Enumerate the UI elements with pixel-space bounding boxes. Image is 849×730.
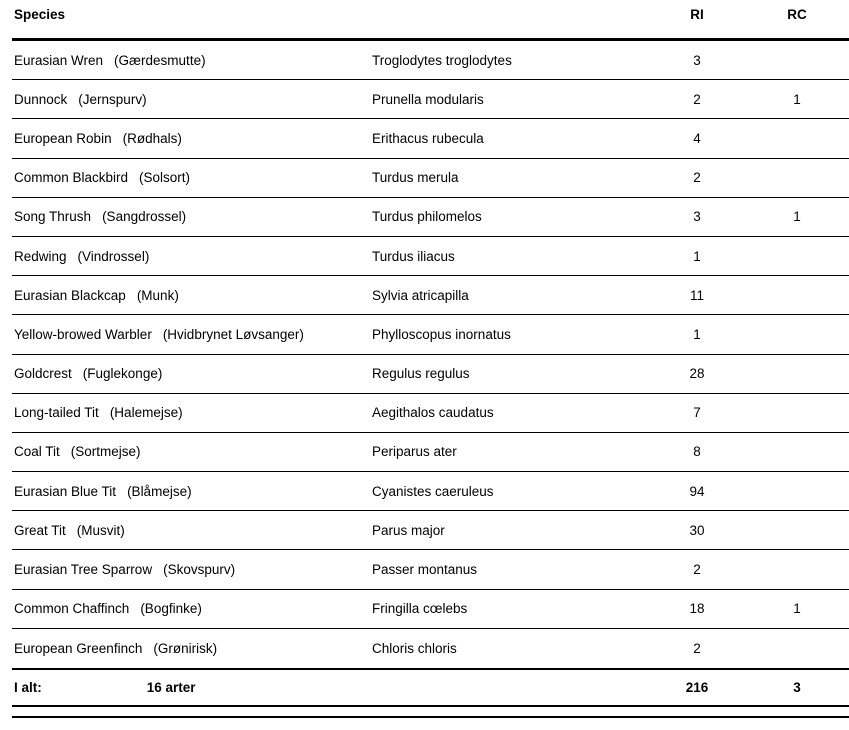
table-row <box>12 433 849 472</box>
rc-value: 1 <box>793 91 801 107</box>
species-name-cell <box>12 288 372 303</box>
species-name-cell <box>12 53 372 68</box>
column-header-ri: RI <box>690 7 704 22</box>
species-common-name: Yellow-browed Warbler <box>14 326 152 342</box>
species-scientific-name: Troglodytes troglodytes <box>372 52 512 68</box>
species-common-name: Coal Tit <box>14 444 60 460</box>
species-scientific-name: Turdus philomelos <box>372 209 482 225</box>
ri-value: 11 <box>689 287 704 303</box>
table-row <box>12 355 849 394</box>
table-row <box>12 590 849 629</box>
table-header-row <box>12 0 849 41</box>
species-common-name: Eurasian Tree Sparrow <box>14 562 153 578</box>
species-scientific-name: Parus major <box>372 522 445 538</box>
ri-value: 2 <box>693 562 701 578</box>
species-name-cell <box>12 209 372 224</box>
species-common-name: Goldcrest <box>14 366 72 382</box>
total-label: I alt: <box>14 679 42 695</box>
column-header-rc: RC <box>787 7 807 22</box>
species-name-cell <box>12 562 372 577</box>
table-body <box>12 41 849 668</box>
species-scientific-name: Turdus merula <box>372 170 459 186</box>
species-danish-name: (Gærdesmutte) <box>114 52 206 68</box>
species-common-name: Eurasian Blackcap <box>14 287 126 303</box>
ri-value: 4 <box>693 130 701 146</box>
species-name-cell <box>12 327 372 342</box>
species-scientific-name: Phylloscopus inornatus <box>372 326 511 342</box>
rc-value: 1 <box>793 601 801 617</box>
species-common-name: European Robin <box>14 130 112 146</box>
species-common-name: Long-tailed Tit <box>14 405 99 421</box>
species-danish-name: (Fuglekonge) <box>82 366 163 382</box>
ri-value: 1 <box>693 248 701 264</box>
species-scientific-name: Aegithalos caudatus <box>372 405 494 421</box>
species-danish-name: (Halemejse) <box>109 405 183 421</box>
total-species-count: 16 arter <box>146 679 196 695</box>
total-rc-value: 3 <box>793 679 801 695</box>
species-common-name: Song Thrush <box>14 209 92 225</box>
species-danish-name: (Bogfinke) <box>140 601 202 617</box>
species-name-cell <box>12 366 372 381</box>
species-name-cell <box>12 601 372 616</box>
species-common-name: Great Tit <box>14 522 66 538</box>
table-row <box>12 629 849 668</box>
species-name-cell <box>12 170 372 185</box>
species-danish-name: (Blåmejse) <box>127 483 192 499</box>
total-ri-value: 216 <box>685 679 709 695</box>
species-danish-name: (Rødhals) <box>122 130 182 146</box>
species-common-name: Eurasian Wren <box>14 52 104 68</box>
table-row <box>12 550 849 589</box>
species-scientific-name: Fringilla cœlebs <box>372 601 468 617</box>
ri-value: 28 <box>689 366 705 382</box>
species-scientific-name: Regulus regulus <box>372 366 470 382</box>
species-danish-name: (Sangdrossel) <box>102 209 187 225</box>
ri-value: 8 <box>693 444 701 460</box>
species-danish-name: (Jernspurv) <box>78 91 147 107</box>
table-row <box>12 276 849 315</box>
ri-value: 18 <box>689 601 705 617</box>
ri-value: 3 <box>693 209 701 225</box>
species-name-cell <box>12 484 372 499</box>
species-danish-name: (Skovspurv) <box>163 562 236 578</box>
table-row <box>12 394 849 433</box>
species-name-cell <box>12 405 372 420</box>
species-common-name: Redwing <box>14 248 67 264</box>
species-table <box>12 0 849 718</box>
species-name-cell <box>12 444 372 459</box>
column-header-species: Species <box>14 7 66 22</box>
table-row <box>12 472 849 511</box>
table-row <box>12 511 849 550</box>
species-danish-name: (Grønirisk) <box>153 640 218 656</box>
species-name-cell <box>12 523 372 538</box>
table-row <box>12 315 849 354</box>
species-scientific-name: Sylvia atricapilla <box>372 287 469 303</box>
table-total-row <box>12 668 849 707</box>
species-scientific-name: Cyanistes caeruleus <box>372 483 494 499</box>
table-row <box>12 119 849 158</box>
ri-value: 30 <box>689 522 705 538</box>
species-scientific-name: Periparus ater <box>372 444 457 460</box>
species-danish-name: (Vindrossel) <box>77 248 150 264</box>
ri-value: 3 <box>693 52 701 68</box>
table-row <box>12 198 849 237</box>
ri-value: 2 <box>693 640 701 656</box>
ri-value: 7 <box>693 405 701 421</box>
species-common-name: Eurasian Blue Tit <box>14 483 117 499</box>
species-common-name: Dunnock <box>14 91 68 107</box>
species-scientific-name: Turdus iliacus <box>372 248 455 264</box>
ri-value: 94 <box>689 483 705 499</box>
ri-value: 1 <box>693 326 701 342</box>
species-name-cell <box>12 641 372 656</box>
table-row <box>12 159 849 198</box>
ri-value: 2 <box>693 170 701 186</box>
ri-value: 2 <box>693 91 701 107</box>
species-common-name: European Greenfinch <box>14 640 143 656</box>
total-species-cell <box>12 680 372 695</box>
species-common-name: Common Chaffinch <box>14 601 130 617</box>
table-bottom-rule <box>12 716 849 718</box>
species-danish-name: (Munk) <box>136 287 179 303</box>
species-danish-name: (Musvit) <box>76 522 125 538</box>
species-name-cell <box>12 92 372 107</box>
table-row <box>12 80 849 119</box>
species-scientific-name: Chloris chloris <box>372 640 457 656</box>
table-row <box>12 41 849 80</box>
species-name-cell <box>12 249 372 264</box>
rc-value: 1 <box>793 209 801 225</box>
table-row <box>12 237 849 276</box>
species-scientific-name: Prunella modularis <box>372 91 484 107</box>
species-scientific-name: Passer montanus <box>372 562 478 578</box>
species-danish-name: (Sortmejse) <box>70 444 141 460</box>
species-common-name: Common Blackbird <box>14 170 129 186</box>
species-danish-name: (Hvidbrynet Løvsanger) <box>162 326 304 342</box>
species-danish-name: (Solsort) <box>139 170 191 186</box>
species-name-cell <box>12 131 372 146</box>
species-scientific-name: Erithacus rubecula <box>372 130 484 146</box>
